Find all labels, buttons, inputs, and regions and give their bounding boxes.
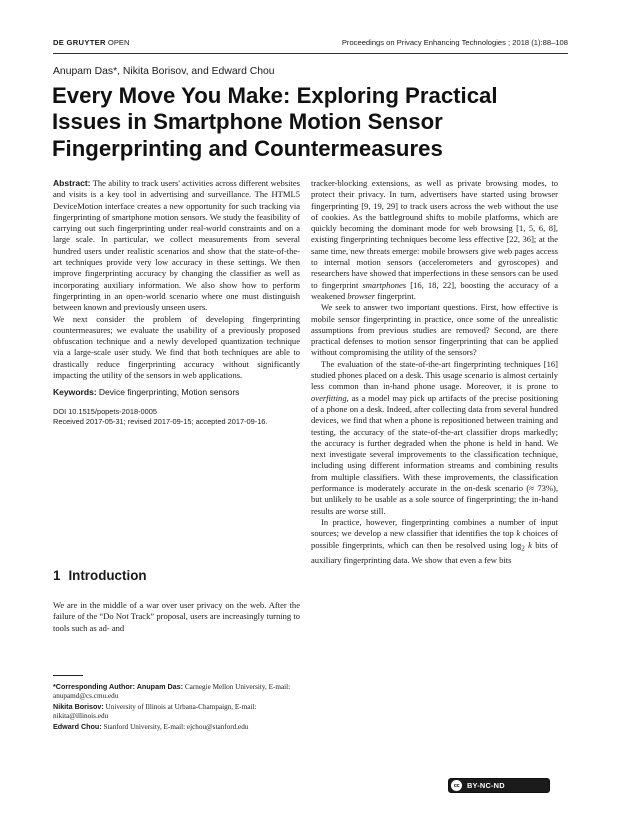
running-header [53,38,568,52]
footnote-3: Edward Chou: Stanford University, E-mail: ejchou@stanford.edu [53,721,249,731]
footnotes [53,682,300,732]
right-column [311,178,558,566]
section-heading: 1 Introduction [53,568,147,583]
abstract-paragraph-1: Abstract: The ability to track users' activities across different websites and visits is a key tool in advertising and surveillance. The HTML5 DeviceMotion interface creates a new opportunity for such tracking via fingerprinting of smartphone motion sensors. We study the feasibility of carrying out such fingerprinting under real-world constraints and on a large scale. In particular, we collect measurements from several hundred users under realistic scenarios and show that the state-of-the-art techniques provide very low accuracy in these settings. We then improve fingerprinting accuracy by changing the classifier as well as incorporating auxiliary information. We also show how to perform fingerprinting in an open-world scenario where one must distinguish between known and previously unseen users. [53,178,301,313]
intro-paragraph: We are in the middle of a war over user privacy on the web. After the failure of the “Do Not Track” proposal, users are increasingly turning to tools such as ad- and [53,600,300,633]
journal-citation: Proceedings on Privacy Enhancing Technologies ; 2018 (1):88–108 [341,38,568,47]
footnote-rule [53,675,83,676]
keywords-label: Keywords: [53,387,97,398]
publisher-name: DE GRUYTER OPEN [53,38,130,47]
abstract-paragraph-2: We next consider the problem of developing fingerprinting countermeasures; we evaluate the usability of a previously proposed obfuscation technique and a newly developed quantization technique via a large-scale user study. We find that both techniques are able to drastically reduce fingerprinting accuracy without significantly impacting the utility of the sensors in web applications. [53,313,300,381]
body-paragraph-1: tracker-blocking extensions, as well as private browsing modes, to protect their privacy. In turn, advertisers have started using browser fingerprinting [9, 19, 29] to track users across the web without the use of cookies. As the battleground shifts to mobile platforms, which are quickly becoming the dominant mode for web browsing [1, 5, 6, 8], existing fingerprinting techniques become less effective [22, 36]; at the same time, new threats emerge: mobile browsers give web pages access to internal motion sensors (accelerometers and gyroscopes) and researchers have showed that imperfections in these sensors can be used to fingerprint smartphones [16, 18, 22], boosting the accuracy of a weakened browser fingerprint. [311,178,558,301]
author-list: Anupam Das*, Nikita Borisov, and Edward Chou [53,66,275,77]
body-paragraph-4: In practice, however, fingerprinting combines a number of input sources; we develop a new classifier that identifies the top k choices of possible fingerprints, which can then be resolved using $\log_2 k$ bits of auxiliary fingerprinting data. We show that even a few bits [311,516,558,565]
header-rule [53,53,568,54]
received-dates: Received 2017-05-31; revised 2017-09-15; accepted 2017-09-16. [53,417,268,427]
intro-text [53,600,300,634]
keywords: Keywords: Device fingerprinting, Motion sensors [53,387,240,398]
footnote-2: Nikita Borisov: University of Illinois at Urbana-Champaign, E-mail: nikita@illinois.edu [53,701,257,721]
footnote-1: *Corresponding Author: Anupam Das: Carnegie Mellon University, E-mail: anupamd@cs.cmu.edu [53,682,291,701]
article-metadata [53,407,300,428]
body-paragraph-3: The evaluation of the state-of-the-art fingerprinting techniques [16] studied phones placed on a desk. This usage scenario is almost certainly less common than in-hand phone usage. Moreover, it is prone to overfitting, as a model may pick up artifacts of the precise positioning of a phone on a desk. Indeed, after collecting data from several hundred devices, we find that when a phone is repositioned between training and testing, the accuracy of the state-of-the-art classifier drops markedly; the accuracy is further degraded when the phone is held in hand. We next investigate several improvements to the classification technique, including using different information streams and combining results from multiple classifiers. With these improvements, the classification performance is moderately accurate in the on-desk scenario (≈ 73%), but unlikely to be usable as a sole source of fingerprinting; the in-hand results are worse still. [311,358,558,516]
doi: DOI 10.1515/popets-2018-0005 [53,406,157,416]
body-paragraph-2: We seek to answer two important questions. First, how effective is mobile sensor fingerprinting in practice, once some of the unrealistic assumptions from previous studies are removed? Second, are there practical defenses to motion sensor fingerprinting that can be applied without compromising the utility of the sensors? [311,302,558,358]
left-column [53,178,300,428]
cc-license-badge [448,778,550,793]
cc-icon: cc [451,780,462,791]
paper-title: Every Move You Make: Exploring Practical Issues in Smartphone Motion Sensor Fingerprinting and Countermeasures [52,83,498,161]
abstract-label: Abstract: [53,178,91,188]
license-text: BY-NC-ND [467,781,505,790]
